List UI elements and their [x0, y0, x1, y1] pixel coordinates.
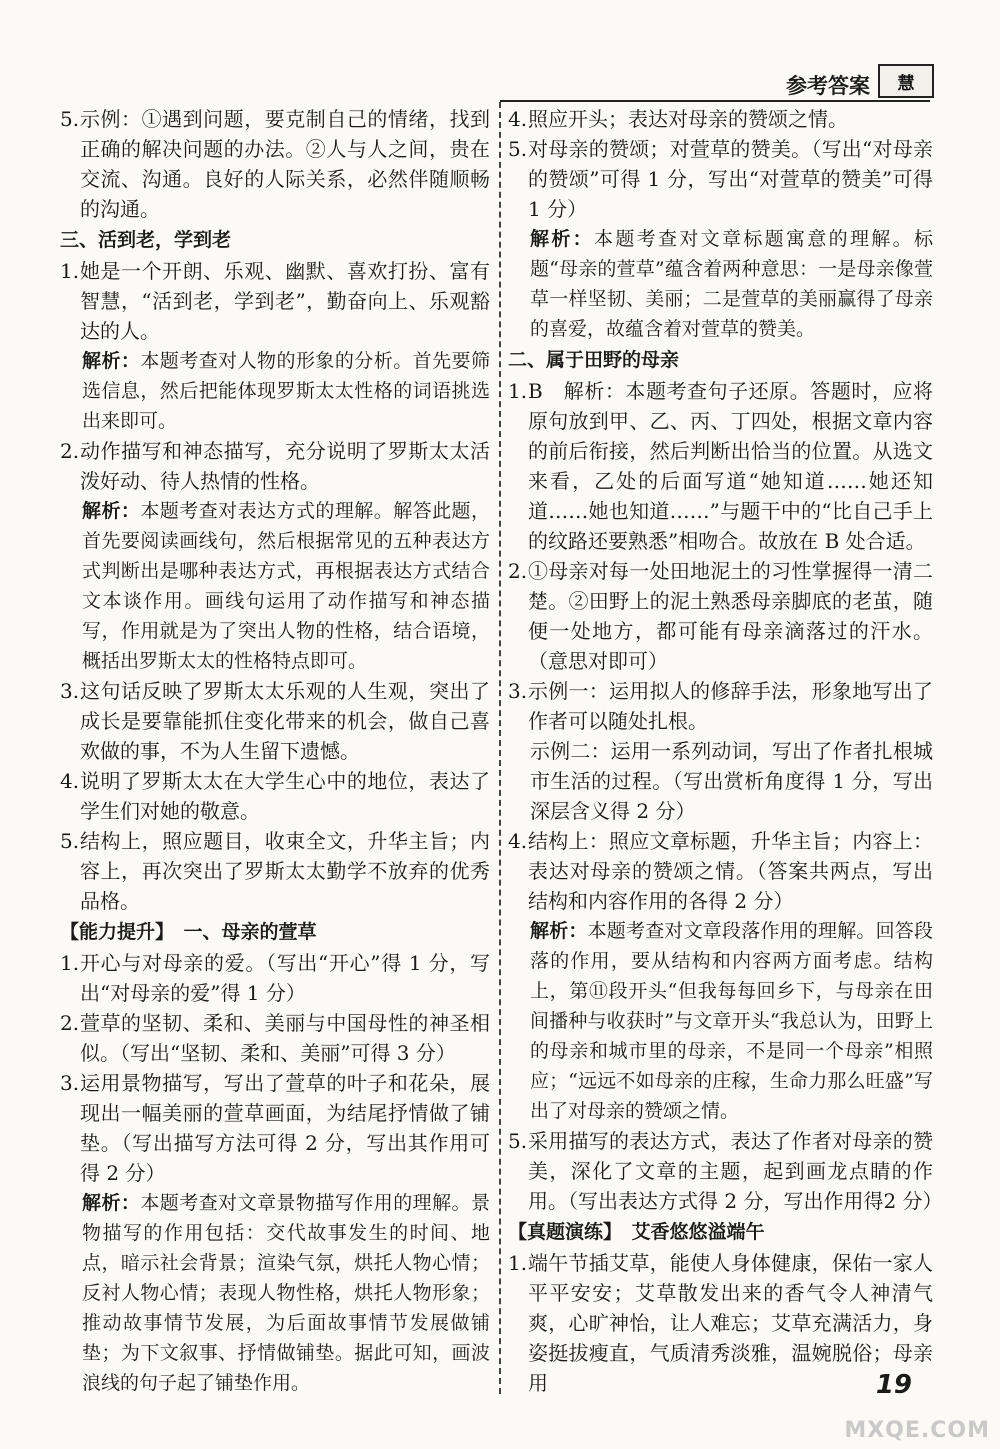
analysis-paragraph	[60, 346, 490, 436]
column-divider	[499, 102, 501, 1394]
right-column	[508, 104, 943, 1398]
item-number: 5.	[508, 137, 528, 161]
answer-item	[60, 436, 490, 496]
section-heading: 【真题演练】 艾香悠悠溢端午	[508, 1221, 765, 1243]
item-text: 她是一个开朗、乐观、幽默、喜欢打扮、富有智慧，“活到老，学到老”，勤奋向上、乐观豁达的人。	[80, 259, 490, 343]
item-number: 1.	[508, 1251, 528, 1275]
analysis-label: 解析：	[530, 228, 594, 250]
item-text: 开心与对母亲的爱。（写出“开心”得 1 分，写出“对母亲的爱”得 1 分）	[80, 951, 490, 1005]
answer-item	[508, 826, 933, 916]
item-number: 3.	[60, 1071, 80, 1095]
analysis-paragraph	[60, 1188, 490, 1398]
analysis-paragraph	[508, 224, 933, 344]
item-number: 1.	[60, 951, 80, 975]
item-number: 4.	[60, 769, 80, 793]
analysis-text: 本题考查对人物的形象的分析。首先要筛选信息，然后把能体现罗斯太太性格的词语挑选出来即可。	[82, 350, 490, 432]
section-heading: 二、属于田野的母亲	[508, 349, 680, 371]
answer-item	[508, 556, 933, 676]
analysis-paragraph	[508, 916, 933, 1126]
item-text: 这句话反映了罗斯太太乐观的人生观，突出了成长是要靠能抓住变化带来的机会，做自己喜欢做的事，不为人生留下遗憾。	[80, 679, 490, 763]
answer-item	[508, 104, 933, 134]
watermark: MXQE.COM	[844, 1418, 990, 1443]
item-text: B 解析：本题考查句子还原。答题时，应将原句放到甲、乙、丙、丁四处，根据文章内容的前后衔接，然后判断出恰当的位置。从选文来看，乙处的后面写道“她知道……她还知道……她也知道……”与题干中的“比自己手上的纹路还要熟悉”相吻合。故放在 B 处合适。	[528, 379, 933, 553]
analysis-text: 本题考查对文章段落作用的理解。回答段落的作用，要从结构和内容两方面考虑。结构上，第⑪段开头“但我每每回乡下，与母亲在田间播种与收获时”与文章开头“我总认为，田野上的母亲和城市里的母亲，不是同一个母亲”相照应；“远远不如母亲的庄稼，生命力那么旺盛”写出了对母亲的赞颂之情。	[530, 920, 933, 1122]
answer-item	[60, 1068, 490, 1188]
header-title: 参考答案	[786, 74, 870, 98]
item-text: 端午节插艾草，能使人身体健康，保佑一家人平平安安；艾草散发出来的香气令人神清气爽，心旷神怡，让人难忘；艾草充满活力，身姿挺拔瘦直，气质清秀淡雅，温婉脱俗；母亲用	[528, 1251, 933, 1395]
item-number: 2.	[508, 559, 528, 583]
item-number: 3.	[60, 679, 80, 703]
answer-item	[60, 826, 490, 916]
analysis-label: 解析：	[82, 1192, 141, 1214]
item-number: 1.	[60, 259, 80, 283]
answer-item	[60, 1008, 490, 1068]
analysis-paragraph	[60, 496, 490, 676]
item-text: 说明了罗斯太太在大学生心中的地位，表达了学生们对她的敬意。	[80, 769, 490, 823]
answer-item	[60, 676, 490, 766]
page-header	[620, 64, 940, 104]
item-number: 5.	[60, 107, 80, 131]
section-heading: 【能力提升】 一、母亲的萱草	[60, 921, 317, 943]
item-text: 萱草的坚韧、柔和、美丽与中国母性的神圣相似。（写出“坚韧、柔和、美丽”可得 3 分）	[80, 1011, 490, 1065]
answer-paragraph: 示例二：运用一系列动词，写出了作者扎根城市生活的过程。（写出赏析角度得 1 分，写出深层含义得 2 分）	[530, 739, 933, 823]
item-number: 5.	[508, 1129, 528, 1153]
analysis-text: 本题考查对文章景物描写作用的理解。景物描写的作用包括：交代故事发生的时间、地点，暗示社会背景；渲染气氛，烘托人物心情；反衬人物心情；表现人物性格，烘托人物形象；推动故事情节发展，为后面故事情节发展做铺垫；为下文叙事、抒情做铺垫。据此可知，画波浪线的句子起了铺垫作用。	[82, 1192, 490, 1394]
answer-item	[60, 766, 490, 826]
item-number: 4.	[508, 829, 528, 853]
answer-item	[60, 256, 490, 346]
item-text: 对母亲的赞颂；对萱草的赞美。（写出“对母亲的赞颂”可得 1 分，写出“对萱草的赞美”可得 1 分）	[528, 137, 933, 221]
analysis-text: 本题考查对表达方式的理解。解答此题，首先要阅读画线句，然后根据常见的五种表达方式判断出是哪种表达方式，再根据表达方式结合文本谈作用。画线句运用了动作描写和神态描写，作用就是为了突出人物的性格，结合语境，概括出罗斯太太的性格特点即可。	[82, 500, 490, 672]
item-text: 结构上：照应文章标题，升华主旨；内容上：表达对母亲的赞颂之情。（答案共两点，写出结构和内容作用的各得 2 分）	[528, 829, 933, 913]
item-text: 照应开头；表达对母亲的赞颂之情。	[528, 107, 848, 131]
answer-item	[60, 104, 490, 224]
answer-item	[508, 676, 933, 736]
item-number: 2.	[60, 439, 80, 463]
item-number: 4.	[508, 107, 528, 131]
answer-item	[508, 1126, 943, 1216]
answer-item	[508, 376, 933, 556]
item-number: 1.	[508, 379, 528, 403]
brand-logo: 慧	[878, 64, 934, 98]
answer-item	[60, 948, 490, 1008]
item-text: 运用景物描写，写出了萱草的叶子和花朵，展现出一幅美丽的萱草画面，为结尾抒情做了铺垫。（写出描写方法可得 2 分，写出其作用可得 2 分）	[80, 1071, 490, 1185]
answer-item	[508, 1248, 933, 1398]
analysis-label: 解析：	[530, 920, 588, 942]
analysis-label: 解析：	[82, 500, 141, 522]
answer-item	[508, 134, 933, 224]
item-text: 示例：①遇到问题，要克制自己的情绪，找到正确的解决问题的办法。②人与人之间，贵在交流、沟通。良好的人际关系，必然伴随顺畅的沟通。	[80, 107, 490, 221]
item-number: 3.	[508, 679, 528, 703]
section-heading: 三、活到老，学到老	[60, 229, 232, 251]
item-text: ①母亲对每一处田地泥土的习性掌握得一清二楚。②田野上的泥土熟悉母亲脚底的老茧，随便一处地方，都可能有母亲滴落过的汗水。（意思对即可）	[528, 559, 933, 673]
item-text: 动作描写和神态描写，充分说明了罗斯太太活泼好动、待人热情的性格。	[80, 439, 490, 493]
item-number: 5.	[60, 829, 80, 853]
analysis-text: 本题考查对文章标题寓意的理解。标题“母亲的萱草”蕴含着两种意思：一是母亲像萱草一样坚韧、美丽；二是萱草的美丽赢得了母亲的喜爱，故蕴含着对萱草的赞美。	[530, 228, 933, 340]
analysis-label: 解析：	[82, 350, 141, 372]
item-text: 采用描写的表达方式，表达了作者对母亲的赞美，深化了文章的主题，起到画龙点睛的作用。（写出表达方式得 2 分，写出作用得2 分）	[528, 1129, 943, 1213]
item-text: 结构上，照应题目，收束全文，升华主旨；内容上，再次突出了罗斯太太勤学不放弃的优秀品格。	[80, 829, 490, 913]
item-number: 2.	[60, 1011, 80, 1035]
header-rule	[500, 100, 930, 102]
left-column	[60, 104, 490, 1398]
page-number: 19	[875, 1370, 912, 1400]
item-text: 示例一：运用拟人的修辞手法，形象地写出了作者可以随处扎根。	[528, 679, 933, 733]
